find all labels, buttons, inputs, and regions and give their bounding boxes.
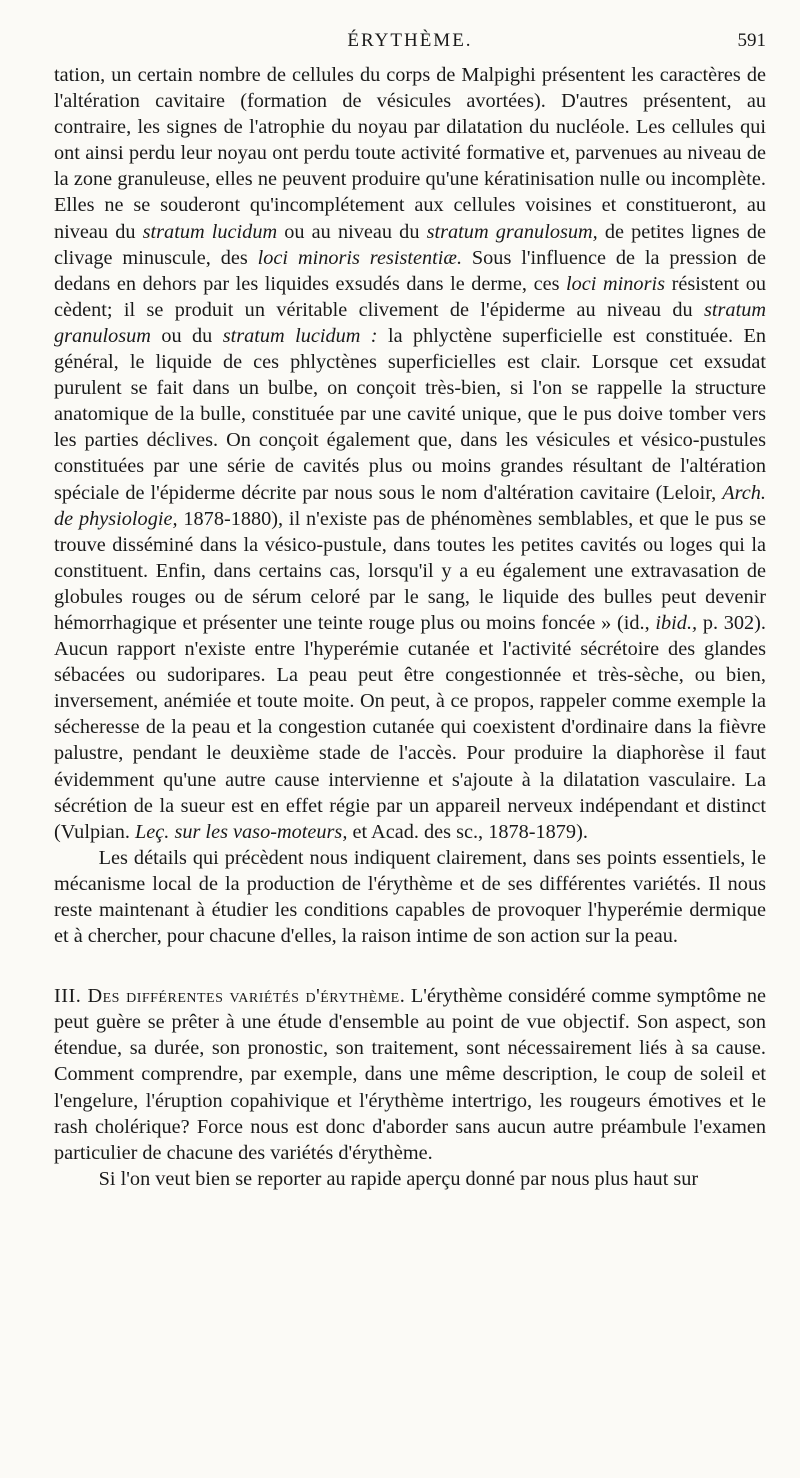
running-title: ÉRYTHÈME. (347, 30, 473, 51)
paragraph-section-iii: III. Des différentes variétés d'érythème. L'érythème considéré comme symptôme ne peut guère se prêter à une étude d'ensemble au point de vue objectif. Son aspect, son étendue, sa durée, son pronostic, son traitement, sont nécessairement liés à sa cause. Comment comprendre, par exemple, dans une même description, le coup de soleil et l'engelure, l'éruption copahivique et l'érythème intertrigo, les rougeurs émotives et le rash cholérique? Force nous est donc d'aborder sans aucun autre préambule l'examen particulier de chacune des variétés d'érythème. (54, 985, 766, 1164)
body-text (54, 62, 766, 1192)
paragraph-4: Si l'on veut bien se reporter au rapide aperçu donné par nous plus haut sur (98, 1167, 699, 1190)
section-heading: III. Des différentes variétés d'érythème. (54, 985, 406, 1008)
paragraph-2: Les détails qui précèdent nous indiquent clairement, dans ses points essentiels, le mécanisme local de la production de l'érythème et de ses différentes variétés. Il nous reste maintenant à étudier les conditions capables de provoquer l'hyperémie dermique et à chercher, pour chacune d'elles, la raison intime de son action sur la peau. (54, 846, 766, 948)
page-number: 591 (737, 30, 766, 51)
paragraph-1: tation, un certain nombre de cellules du corps de Malpighi présentent les caractères de l'altération cavitaire (formation de vésicules avortées). D'autres présentent, au contraire, les signes de l'atrophie du noyau par dilatation du nucléole. Les cellules qui ont ainsi perdu leur noyau ont perdu toute activité formative et, parvenues au niveau de la zone granuleuse, elles ne peuvent produire qu'une kératinisation nulle ou incomplète. Elles ne se souderont qu'incomplétement aux cellules voisines et constitueront, au niveau du stratum lucidum ou au niveau du stratum granulosum, de petites lignes de clivage minuscule, des loci minoris resistentiæ. Sous l'influence de la pression de dedans en dehors par les liquides exsudés dans le derme, ces loci minoris résistent ou cèdent; il se produit un véritable clivement de l'épiderme au niveau du stratum granulosum ou du stratum lucidum : la phlyctène superficielle est constituée. En général, le liquide de ces phlyctènes superficielles est clair. Lorsque cet exsudat purulent se fait dans un bulbe, on conçoit très-bien, si l'on se rappelle la structure anatomique de la bulle, constituée par une cavité unique, que le pus doive tomber vers les parties déclives. On conçoit également que, dans les vésicules et vésico-pustules constituées par une série de cavités plus ou moins grandes résultant de l'altération spéciale de l'épiderme décrite par nous sous le nom d'altération cavitaire (Leloir, Arch. de physiologie, 1878-1880), il n'existe pas de phénomènes semblables, et que le pus se trouve disséminé dans la vésico-pustule, dans toutes les petites cavités ou loges qui la constituent. Enfin, dans certains cas, lorsqu'il y a eu également une extravasation de globules rouges ou de sérum celoré par le sang, le liquide des bulles peut devenir hémorrhagique et présenter une teinte rouge plus ou moins foncée » (id., ibid., p. 302). Aucun rapport n'existe entre l'hyperémie cutanée et l'activité sécrétoire des glandes sébacées ou sudoripares. La peau peut être congestionnée et très-sèche, ou bien, inversement, anémiée et toute moite. On peut, à ce propos, rappeler comme exemple la sécheresse de la peau et la congestion cutanée qui coexistent d'ordinaire dans la fièvre palustre, pendant le deuxième stade de l'accès. Pour produire la diaphorèse il faut évidemment qu'une autre cause intervienne et s'ajoute à la dilatation vasculaire. La sécrétion de la sueur est en effet régie par un appareil nerveux indépendant et distinct (Vulpian. Leç. sur les vaso-moteurs, et Acad. des sc., 1878-1879). (54, 64, 766, 843)
page-header (54, 30, 766, 54)
